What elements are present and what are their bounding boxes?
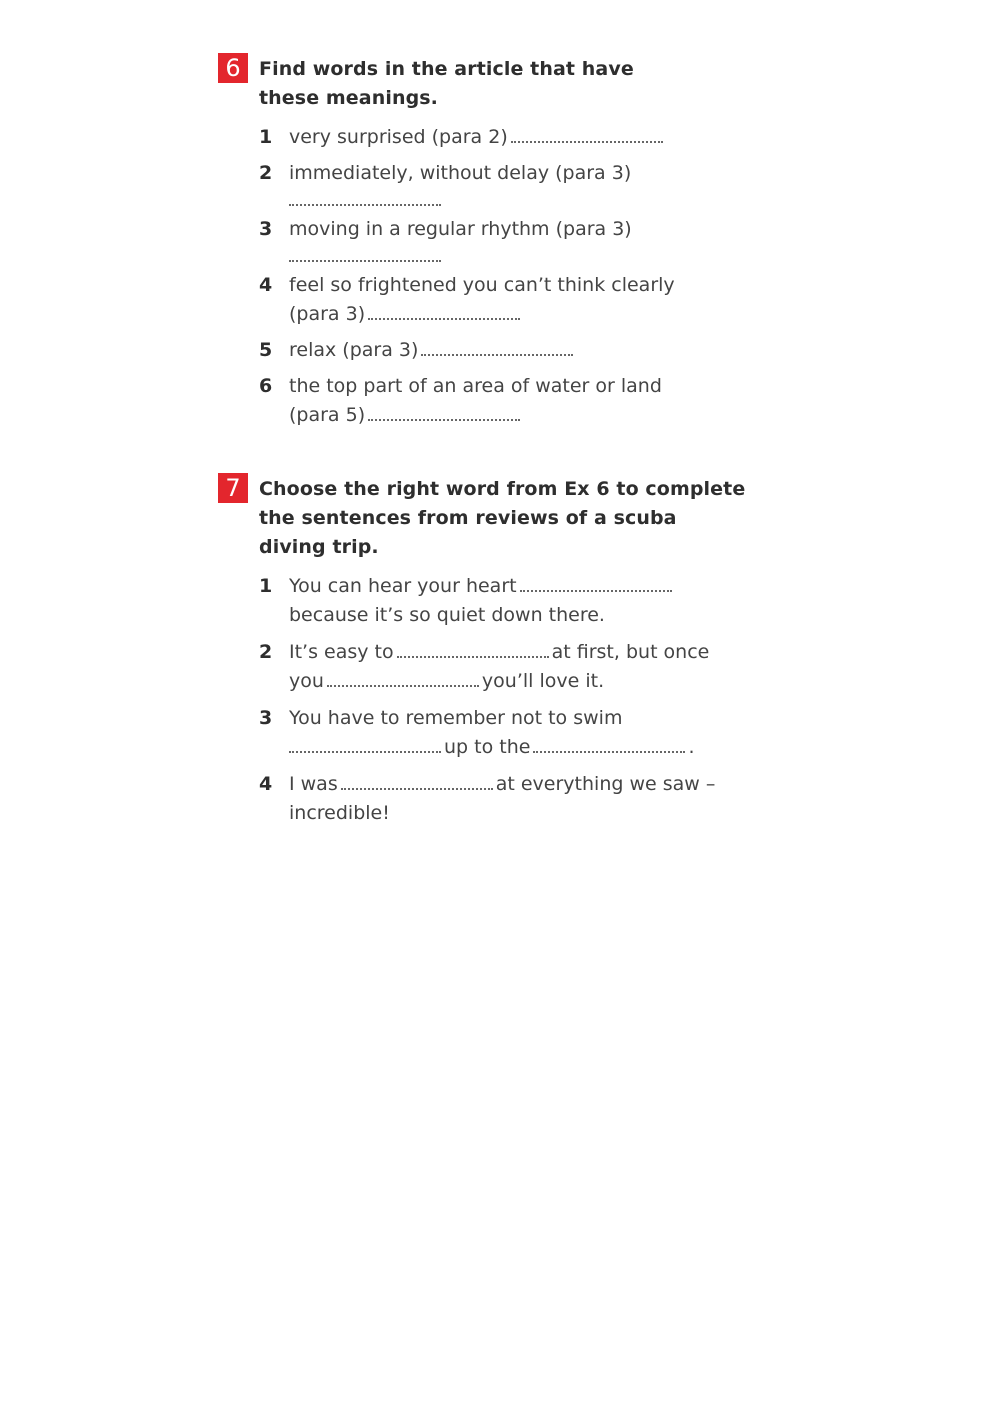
exercise-6-item-6: 6 the top part of an area of water or land (para 5): [259, 375, 662, 426]
exercise-7-heading: [218, 475, 758, 562]
answer-blank[interactable]: [341, 778, 493, 790]
answer-blank[interactable]: [520, 580, 672, 592]
answer-blank[interactable]: [289, 194, 441, 206]
exercise-6-number-badge: 6: [218, 53, 248, 83]
exercise-7-item-4: 4 I was at everything we saw – incredible!: [259, 773, 716, 824]
exercise-7-item-1: 1 You can hear your heart because it’s so quiet down there.: [218, 572, 758, 630]
exercise-6-item-5: 5 relax (para 3): [218, 336, 758, 365]
exercise-7: [218, 475, 758, 828]
exercise-7-item-2: 2 It’s easy to at first, but once you you’ll love it.: [259, 641, 710, 692]
exercise-6-item-4: 4 feel so frightened you can’t think clearly (para 3): [259, 274, 675, 325]
answer-blank[interactable]: [511, 131, 663, 143]
answer-blank[interactable]: [368, 308, 520, 320]
exercise-6-heading: [218, 55, 758, 113]
exercise-7-item-3: 3 You have to remember not to swim up to the .: [259, 707, 695, 758]
answer-blank[interactable]: [289, 250, 441, 262]
exercise-6-item-2: 2 immediately, without delay (para 3): [218, 159, 758, 206]
answer-blank[interactable]: [327, 675, 479, 687]
answer-blank[interactable]: [533, 741, 685, 753]
exercise-6: [218, 55, 758, 430]
answer-blank[interactable]: [368, 409, 520, 421]
exercise-7-number-badge: 7: [218, 473, 248, 503]
answer-blank[interactable]: [289, 741, 441, 753]
answer-blank[interactable]: [421, 344, 573, 356]
answer-blank[interactable]: [397, 646, 549, 658]
exercise-6-item-3: 3 moving in a regular rhythm (para 3): [218, 215, 758, 262]
exercise-6-item-1: 1 very surprised (para 2): [218, 123, 758, 152]
exercise-7-instruction: Choose the right word from Ex 6 to complete the sentences from reviews of a scuba diving trip.: [259, 478, 746, 558]
exercise-6-instruction: Find words in the article that have these meanings.: [259, 58, 634, 109]
